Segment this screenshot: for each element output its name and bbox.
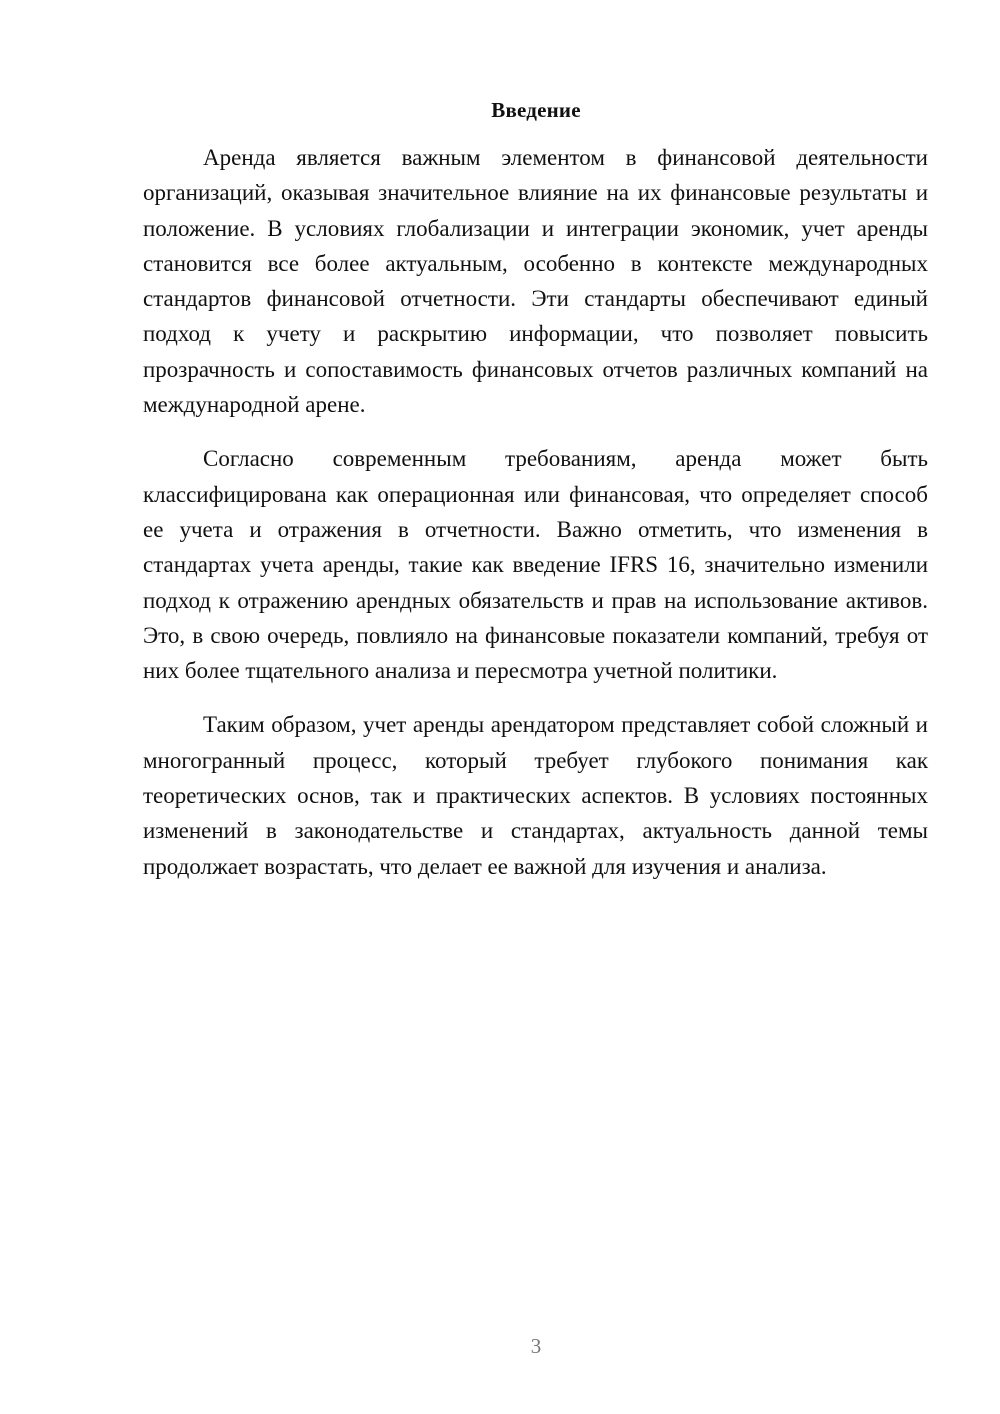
paragraph-1: Аренда является важным элементом в финансовой деятельности организаций, оказывая значительное влияние на их финансовые результаты и положение. В условиях глобализации и интеграции экономик, учет аренды становится все более актуальным, особенно в контексте международных стандартов финансовой отчетности. Эти стандарты обеспечивают единый подход к учету и раскрытию информации, что позволяет повысить прозрачность и сопоставимость финансовых отчетов различных компаний на международной арене.: [143, 145, 928, 418]
paragraph-3: Таким образом, учет аренды арендатором представляет собой сложный и многогранный процесс, который требует глубокого понимания как теоретических основ, так и практических аспектов. В условиях постоянных изменений в законодательстве и стандартах, актуальность данной темы продолжает возрастать, что делает ее важной для изучения и анализа.: [143, 712, 928, 879]
page-number: 3: [530, 1334, 542, 1358]
section-heading: Введение: [491, 98, 581, 122]
paragraph-2: Согласно современным требованиям, аренда может быть классифицирована как операционная или финансовая, что определяет способ ее учета и отражения в отчетности. Важно отметить, что изменения в стандартах учета аренды, такие как введение IFRS 16, значительно изменили подход к отражению арендных обязательств и прав на использование активов. Это, в свою очередь, повлияло на финансовые показатели компаний, требуя от них более тщательного анализа и пересмотра учетной политики.: [143, 446, 928, 684]
body-text: [143, 140, 928, 903]
